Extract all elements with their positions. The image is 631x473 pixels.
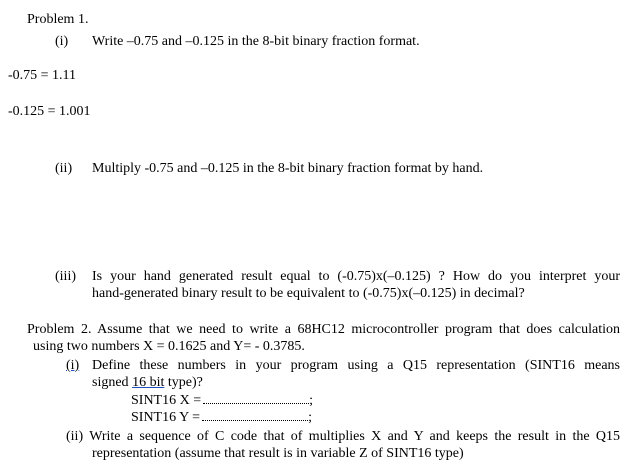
problem-1-part-iii-number: (iii) <box>55 269 76 284</box>
sint16-x-label: SINT16 X = <box>131 393 202 408</box>
problem-2-line-1: Problem 2. Assume that we need to write a 68HC12 microcontroller program that does calculation <box>27 322 620 337</box>
problem-1-part-ii-number: (ii) <box>55 161 73 176</box>
sixteen-bit-text: 16 bit <box>132 375 165 390</box>
answer-minus-0-125: -0.125 = 1.001 <box>8 104 91 119</box>
problem-1-part-i-number: (i) <box>55 34 69 49</box>
sint16-y-label: SINT16 Y = <box>131 410 201 425</box>
sint16-x-row <box>131 391 313 409</box>
problem-1-part-iii-line-2: hand-generated binary result to be equivalent to (-0.75)x(–0.125) in decimal? <box>92 286 525 301</box>
problem-1-part-i-text: Write –0.75 and –0.125 in the 8-bit binary fraction format. <box>92 34 420 49</box>
problem-1-part-ii-text: Multiply -0.75 and –0.125 in the 8-bit binary fraction format by hand. <box>92 161 484 176</box>
x-semicolon: ; <box>309 393 314 408</box>
problem-2-line-2: using two numbers X = 0.1625 and Y= - 0.3785. <box>33 339 305 354</box>
problem-2-part-i-number-text: (i) <box>66 358 80 373</box>
problem-1-title: Problem 1. <box>27 12 89 27</box>
signed-text: signed <box>92 375 133 390</box>
problem-2-part-i-line-1: Define these numbers in your program using a Q15 representation (SINT16 means <box>92 358 620 373</box>
problem-2-part-i-line-2 <box>92 374 203 391</box>
problem-2-part-ii-line-1: (ii) Write a sequence of C code that of multiplies X and Y and keeps the result in the Q15 <box>66 429 620 444</box>
sint16-y-row <box>131 408 312 426</box>
problem-1-part-iii-line-1: Is your hand generated result equal to (-0.75)x(–0.125) ? How do you interpret your <box>92 269 620 284</box>
x-value-blank[interactable] <box>203 391 309 404</box>
y-value-blank[interactable] <box>202 408 308 421</box>
y-semicolon: ; <box>308 410 312 425</box>
answer-minus-0-75: -0.75 = 1.11 <box>8 68 77 83</box>
problem-2-part-ii-line-2: representation (assume that result is in variable Z of SINT16 type) <box>92 446 464 461</box>
type-text: type)? <box>164 375 203 390</box>
problem-2-part-i-number <box>66 357 79 374</box>
